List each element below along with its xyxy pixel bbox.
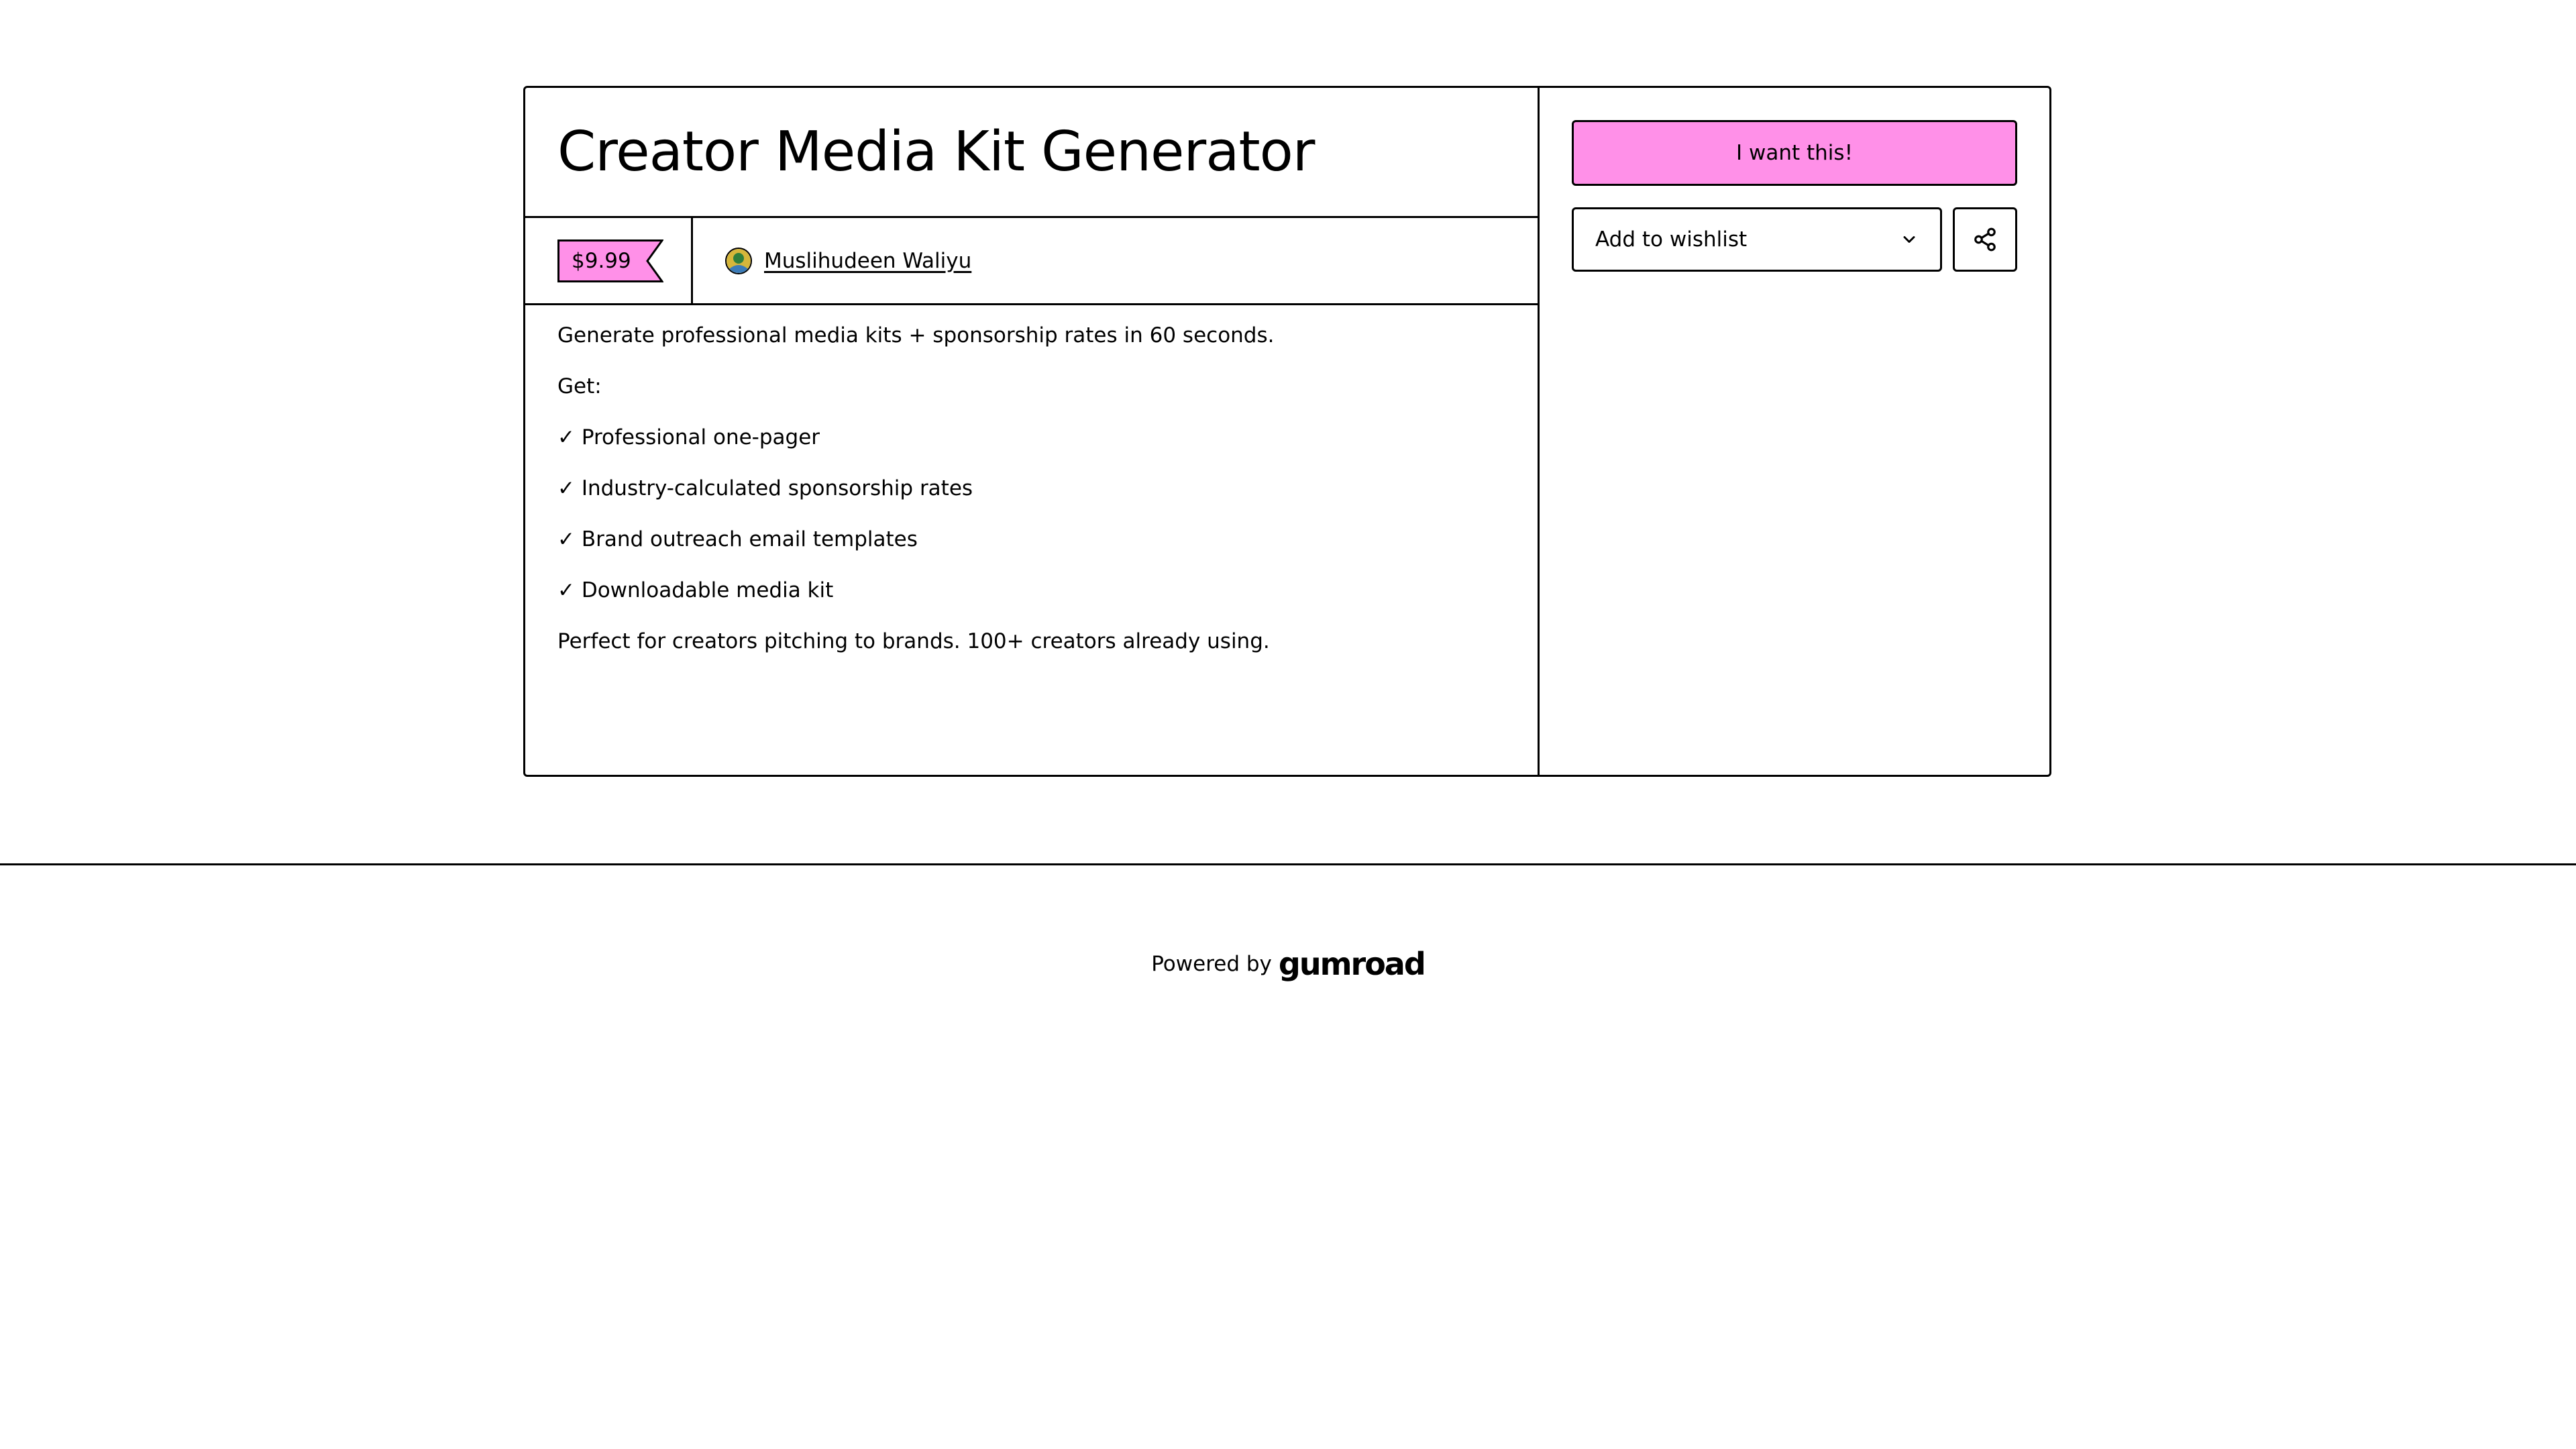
wishlist-dropdown[interactable] bbox=[1572, 207, 1942, 272]
share-button[interactable] bbox=[1953, 207, 2017, 272]
buy-button[interactable]: I want this! bbox=[1572, 120, 2017, 186]
share-icon bbox=[1972, 227, 1998, 252]
chevron-down-icon bbox=[1900, 230, 1919, 249]
avatar bbox=[725, 248, 752, 274]
feature-item: ✓ Professional one-pager bbox=[557, 425, 820, 449]
powered-by-text: Powered by bbox=[1151, 952, 1272, 976]
price-tag bbox=[557, 239, 663, 282]
product-card bbox=[523, 86, 2051, 777]
product-details bbox=[525, 88, 1540, 775]
feature-item: ✓ Downloadable media kit bbox=[557, 578, 834, 602]
description-line: Perfect for creators pitching to brands. 100+ creators already using. bbox=[557, 629, 1270, 653]
wishlist-label: Add to wishlist bbox=[1595, 227, 1748, 252]
description-line: Get: bbox=[557, 374, 602, 398]
footer-powered-by[interactable] bbox=[0, 946, 2576, 982]
product-meta bbox=[525, 218, 1538, 305]
purchase-panel bbox=[1540, 88, 2049, 775]
product-description bbox=[525, 305, 1538, 680]
description-line: Generate professional media kits + sponsorship rates in 60 seconds. bbox=[557, 323, 1275, 347]
avatar-icon bbox=[727, 249, 751, 273]
feature-item: ✓ Brand outreach email templates bbox=[557, 527, 918, 551]
feature-item: ✓ Industry-calculated sponsorship rates bbox=[557, 476, 973, 500]
secondary-actions bbox=[1572, 207, 2017, 272]
author-section bbox=[693, 218, 971, 303]
price-section bbox=[525, 218, 693, 303]
price-label: $9.99 bbox=[557, 239, 641, 282]
footer-divider bbox=[0, 863, 2576, 865]
gumroad-logo: gumroad bbox=[1278, 946, 1425, 982]
author-link[interactable]: Muslihudeen Waliyu bbox=[764, 248, 972, 273]
title-section bbox=[525, 88, 1538, 218]
product-title: Creator Media Kit Generator bbox=[557, 120, 1315, 184]
price-flag-shape bbox=[641, 239, 663, 282]
